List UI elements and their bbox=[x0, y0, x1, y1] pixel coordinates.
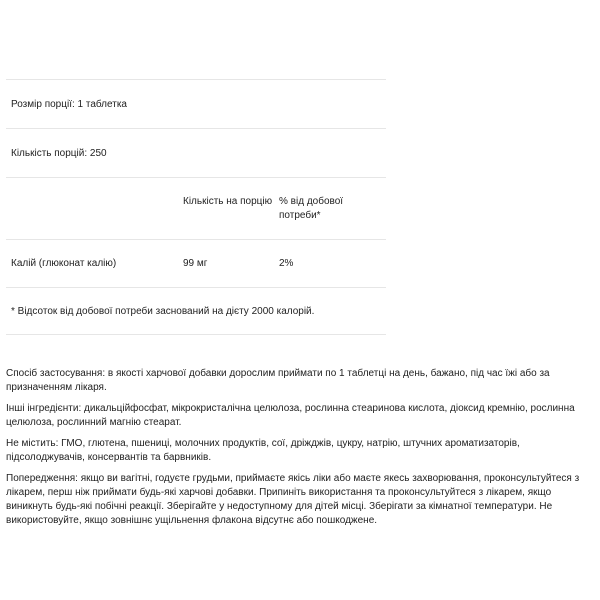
amount-column-header: Кількість на порцію bbox=[183, 196, 273, 207]
servings-count-text: Кількість порцій: 250 bbox=[11, 147, 107, 159]
warning-paragraph: Попередження: якщо ви вагітні, годуєте грудьми, приймаєте якісь ліки або маєте якесь захворювання, проконсультуйтеся з лікарем, перш ніж приймати будь-які харчові добавки. Припиніть використання та проконсультуйтеся з лікарем, якщо виникнуть будь-які побічні реакції. Зберігайте у недоступному для дітей місці. Зберігати за кімнатної температури. Не використовуйте, якщо зовнішнє ущільнення флакона відсутнє або пошкоджене. bbox=[6, 473, 580, 526]
serving-size-row bbox=[6, 79, 386, 128]
supplement-facts-table bbox=[6, 79, 386, 335]
free-from-paragraph: Не містить: ГМО, глютена, пшениці, молочних продуктів, сої, дріжджів, цукру, натрію, штучних ароматизаторів, підсолоджувачів, консервантів та барвників. bbox=[6, 438, 520, 463]
table-row bbox=[6, 239, 386, 287]
usage-paragraph: Спосіб застосування: в якості харчової добавки дорослим приймати по 1 таблетці на день, бажано, під час їжі або за призначенням лікаря. bbox=[6, 368, 550, 393]
footnote-text: * Відсоток від добової потреби заснований на дієту 2000 калорій. bbox=[11, 305, 315, 317]
nutrient-daily-value: 2% bbox=[279, 258, 294, 269]
daily-value-column-header: % від добової потреби* bbox=[279, 196, 344, 221]
servings-count-row bbox=[6, 128, 386, 177]
other-ingredients-paragraph: Інші інгредієнти: дикальційфосфат, мікрокристалічна целюлоза, рослинна стеаринова кислота, діоксид кремнію, рослинна целюлоза, рослинний магнію стеарат. bbox=[6, 403, 575, 428]
footnote-row bbox=[6, 287, 386, 335]
serving-size-text: Розмір порції: 1 таблетка bbox=[11, 98, 127, 110]
nutrient-name: Калій (глюконат калію) bbox=[11, 258, 117, 269]
product-notes bbox=[6, 367, 596, 535]
nutrient-amount: 99 мг bbox=[183, 258, 208, 269]
table-header-row bbox=[6, 177, 386, 239]
